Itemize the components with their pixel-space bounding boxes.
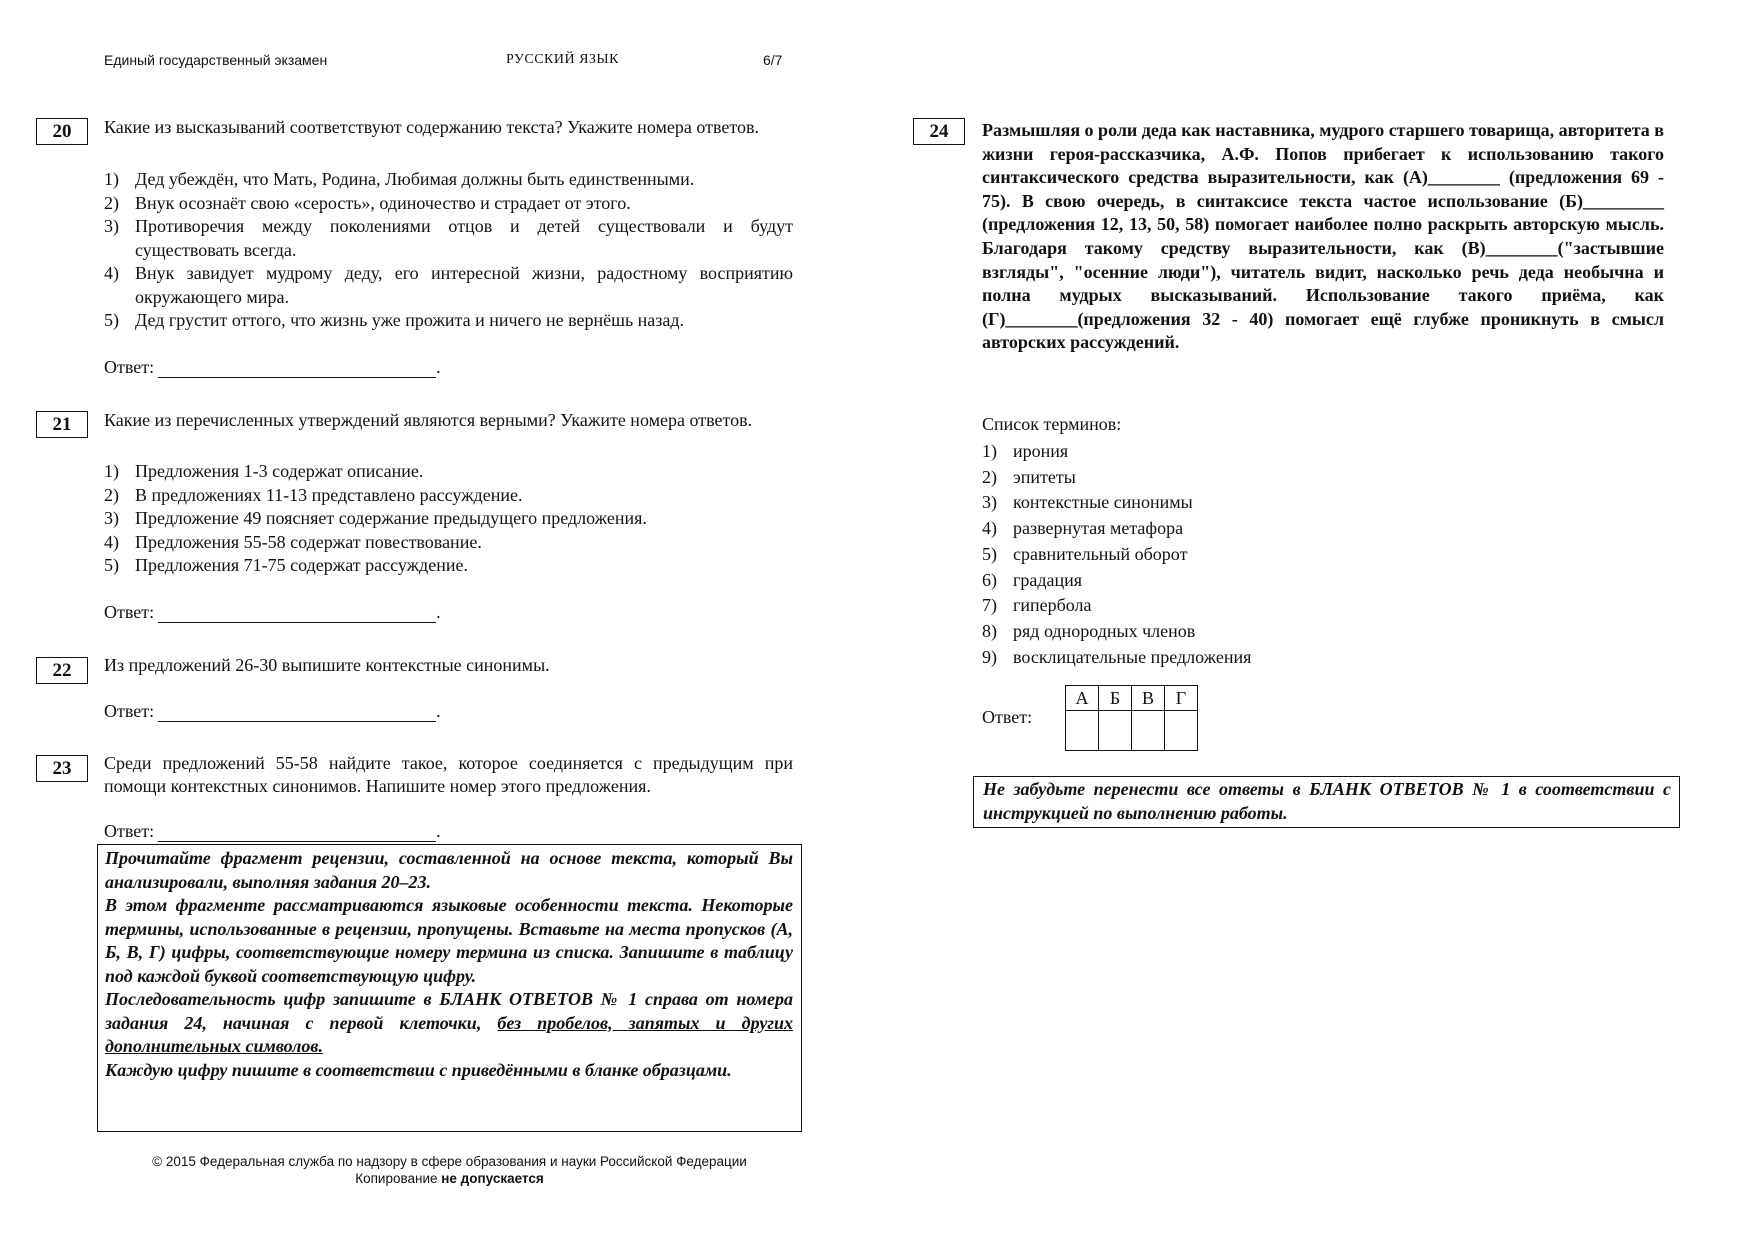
instructions-underlined: без пробелов, запятых и других дополнительных символов. [105, 1012, 793, 1056]
term-number: 1) [982, 441, 997, 461]
term-number: 6) [982, 569, 997, 590]
grid-letter: Г [1165, 686, 1198, 711]
term-text: гипербола [1013, 595, 1092, 616]
question-21-text: Какие из перечисленных утверждений являются верными? Укажите номера ответов. [104, 410, 753, 430]
grid-letter: А [1066, 686, 1099, 711]
answer-label: Ответ: [104, 602, 155, 622]
reminder-text: Не забудьте перенести все ответы в БЛАНК ОТВЕТОВ № 1 в соответствии с инструкцией по выполнению работы. [983, 779, 1671, 823]
option-text: Предложения 71-75 содержат рассуждение. [135, 555, 468, 575]
answer-24-label: Ответ: [982, 707, 1033, 727]
term-number: 9) [982, 646, 997, 667]
term-number: 3) [982, 492, 997, 513]
option-number: 4) [104, 531, 119, 552]
option-number: 4) [104, 263, 119, 283]
option [104, 262, 793, 309]
term [982, 490, 1482, 516]
term [982, 465, 1482, 491]
option [104, 484, 793, 508]
option-text: Предложения 55-58 содержат повествование. [135, 531, 482, 552]
question-number-23: 23 [36, 755, 88, 782]
term-number: 4) [982, 518, 997, 539]
term [982, 593, 1482, 619]
term [982, 516, 1482, 542]
option [104, 168, 793, 192]
grid-answer-cell[interactable] [1066, 711, 1099, 751]
instructions-box [97, 844, 802, 1132]
term-text: восклицательные предложения [1013, 646, 1252, 667]
answer-21: Ответ: . [104, 602, 441, 622]
option-text: Внук осознаёт свою «серость», одиночество и страдает от этого. [135, 192, 631, 213]
grid-answer-cell[interactable] [1165, 711, 1198, 751]
term [982, 619, 1482, 645]
exam-title: Единый государственный экзамен [104, 52, 328, 68]
question-number-22: 22 [36, 657, 88, 684]
question-number-24: 24 [913, 118, 965, 145]
question-20-text: Какие из высказываний соответствуют содержанию текста? Укажите номера ответов. [104, 117, 759, 137]
option-text: Дед грустит оттого, что жизнь уже прожита и ничего не вернёшь назад. [135, 310, 685, 330]
question-number-21: 21 [36, 411, 88, 438]
term-text: контекстные синонимы [1013, 492, 1193, 513]
term [982, 568, 1482, 594]
question-21-options [104, 460, 793, 578]
option-text: Внук завидует мудрому деду, его интересной жизни, радостному восприятию окружающего мира. [135, 263, 793, 307]
option [104, 215, 793, 262]
option-number: 5) [104, 555, 119, 575]
grid-answer-cell[interactable] [1099, 711, 1132, 751]
option [104, 192, 793, 216]
option [104, 554, 793, 578]
option-number: 1) [104, 461, 119, 481]
answer-label: Ответ: [104, 821, 155, 841]
term [982, 439, 1482, 465]
term-number: 8) [982, 620, 997, 641]
option-number: 2) [104, 192, 119, 213]
term-text: ирония [1013, 441, 1069, 461]
option-text: Противоречия между поколениями отцов и детей существовали и будут существовать всегда. [135, 216, 793, 260]
answer-field-22[interactable] [158, 703, 436, 722]
option-number: 3) [104, 508, 119, 528]
answer-23: Ответ: . [104, 821, 441, 841]
term-number: 7) [982, 595, 997, 616]
instructions-p4: Каждую цифру пишите в соответствии с приведёнными в бланке образцами. [105, 1059, 732, 1080]
option-text: В предложениях 11-13 представлено рассуждение. [135, 484, 523, 505]
term [982, 542, 1482, 568]
term-number: 2) [982, 466, 997, 487]
terms-list [982, 439, 1482, 670]
instructions-p1: Прочитайте фрагмент рецензии, составленной на основе текста, который Вы анализировали, выполняя задания 20–23. [105, 848, 793, 892]
option [104, 460, 793, 484]
question-24-text: Размышляя о роли деда как наставника, мудрого старшего товарища, авторитета в жизни героя-рассказчика, А.Ф. Попов прибегает к использованию такого синтаксического средства выразительности, как (А)________ (предложения 69 - 75). В свою очередь, в синтаксисе текста частое использование (Б)_________ (предложения 12, 13, 50, 58) помогает наиболее полно раскрыть авторскую мысль. Благодаря такому средству выразительности, как (В)________("застывшие взгляды", "осенние люди"), читатель видит, насколько речь деда необычна и полна мудрых высказываний. Использование такого приёма, как (Г)________(предложения 32 - 40) помогает ещё глубже проникнуть в смысл авторских рассуждений. [982, 120, 1664, 353]
instructions-p3: Последовательность цифр запишите в БЛАНК ОТВЕТОВ № 1 справа от номера задания 24, начиная с первой клеточки, без пробелов, запятых и других дополнительных символов. [105, 989, 793, 1056]
answer-24-grid [1065, 685, 1198, 751]
answer-field-21[interactable] [158, 604, 436, 623]
term-text: эпитеты [1013, 466, 1076, 487]
grid-letter: В [1132, 686, 1165, 711]
footer-copyright: © 2015 Федеральная служба по надзору в сфере образования и науки Российской Федерации [152, 1154, 747, 1169]
question-number-20: 20 [36, 118, 88, 145]
option-number: 2) [104, 484, 119, 505]
term-text: ряд однородных членов [1013, 620, 1196, 641]
term-text: развернутая метафора [1013, 518, 1184, 539]
option-number: 1) [104, 169, 119, 189]
option [104, 309, 793, 333]
answer-label: Ответ: [104, 701, 155, 721]
term-text: сравнительный оборот [1013, 543, 1188, 564]
term-text: градация [1013, 569, 1083, 590]
option-text: Предложения 1-3 содержат описание. [135, 461, 424, 481]
grid-answer-cell[interactable] [1132, 711, 1165, 751]
answer-20: Ответ: . [104, 357, 441, 377]
subject-title: РУССКИЙ ЯЗЫК [506, 52, 619, 67]
grid-letter: Б [1099, 686, 1132, 711]
terms-title: Список терминов: [982, 414, 1122, 434]
option [104, 507, 793, 531]
term-number: 5) [982, 543, 997, 564]
answer-22: Ответ: . [104, 701, 441, 721]
option [104, 531, 793, 555]
instructions-p2: В этом фрагменте рассматриваются языковые особенности текста. Некоторые термины, использованные в рецензии, пропущены. Вставьте на места пропусков (А, Б, В, Г) цифры, соответствующие номеру термина из списка. Запишите в таблицу под каждой буквой соответствующую цифру. [105, 895, 793, 986]
option-number: 3) [104, 216, 119, 236]
question-23-text: Среди предложений 55-58 найдите такое, которое соединяется с предыдущим при помощи контекстных синонимов. Напишите номер этого предложения. [104, 753, 793, 796]
option-text: Предложение 49 поясняет содержание предыдущего предложения. [135, 508, 647, 528]
page-number: 6/7 [763, 52, 783, 68]
question-22-text: Из предложений 26-30 выпишите контекстные синонимы. [104, 655, 550, 675]
footer-copy-note: Копирование не допускается [355, 1171, 544, 1186]
option-number: 5) [104, 310, 119, 330]
answer-field-20[interactable] [158, 359, 436, 378]
term [982, 645, 1482, 671]
footer [97, 1153, 802, 1187]
question-20-options [104, 168, 793, 333]
answer-label: Ответ: [104, 357, 155, 377]
answer-field-23[interactable] [158, 823, 436, 842]
option-text: Дед убеждён, что Мать, Родина, Любимая должны быть единственными. [135, 169, 695, 189]
reminder-box [973, 776, 1680, 828]
